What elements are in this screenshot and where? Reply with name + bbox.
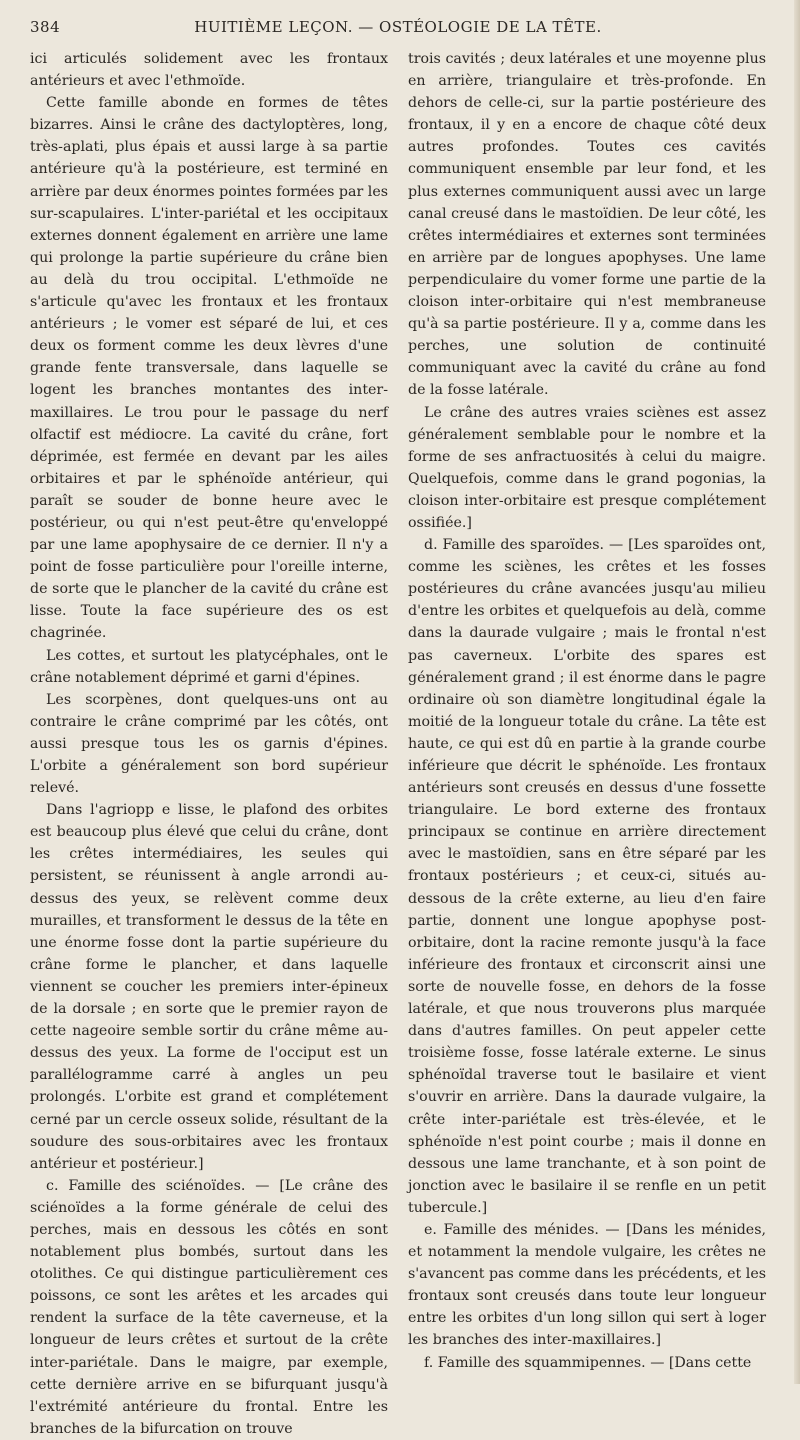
page-number: 384 [30, 18, 61, 36]
paragraph: c. Famille des sciénoïdes. — [Le crâne des sciénoïdes a la forme générale de celui des perches, mais en dessous les côtés en sont notablement plus bombés, surtout dans les otolithes. Ce qui distingue particulièrement ces poissons, ce sont les arêtes et les arcades qui rendent la surface de la tête caverneuse, et la longueur de leurs crêtes et surtout de la crête inter-pariétale. Dans le maigre, par exemple, cette dernière arrive en se bifurquant jusqu'à l'extrémité antérieure du frontal. Entre les branches de la bifurcation on trouve [30, 1177, 388, 1437]
paragraph: d. Famille des sparoïdes. — [Les sparoïdes ont, comme les sciènes, les crêtes et les fosses postérieures du crâne avancées jusqu'au milieu d'entre les orbites et quelquefois au delà, comme dans la daurade vulgaire ; mais le frontal n'est pas caverneux. L'orbite des spares est généralement grand ; il est énorme dans le pagre ordinaire où son diamètre longitudinal égale la moitié de la longueur totale du crâne. La tête est haute, ce qui est dû en partie à la grande courbe inférieure que décrit le sphénoïde. Les frontaux antérieurs sont creusés en dessus d'une fossette triangulaire. Le bord externe des frontaux principaux se continue en arrière directement avec le mastoïdien, sans en être séparé par les frontaux postérieurs ; et ceux-ci, situés au-dessous de la crête externe, au lieu d'en faire partie, donnent une longue apophyse post-orbitaire, dont la racine remonte jusqu'à la face inférieure des frontaux et circonscrit ainsi une sorte de nouvelle fosse, en dehors de la fosse latérale, et que nous trouverons plus marquée dans d'autres familles. On peut appeler cette troisième fosse, fosse latérale externe. Le sinus sphénoïdal traverse tout le basilaire et vient s'ouvrir en arrière. Dans la daurade vulgaire, la crête inter-pariétale est très-élevée, et le sphénoïde n'est point courbe ; mais il donne en dessous une lame tranchante, et à son point de jonction avec le basilaire il se renfle en un petit tubercule.] [408, 537, 766, 1216]
left-column [30, 48, 388, 1440]
paragraph: trois cavités ; deux latérales et une moyenne plus en arrière, triangulaire et très-profonde. En dehors de celle-ci, sur la partie postérieure des frontaux, il y en a encore de chaque côté deux autres profondes. Toutes ces cavités communiquent ensemble par leur fond, et les plus externes communiquent aussi avec un large canal creusé dans le mastoïdien. De leur côté, les crêtes intermédiaires et externes sont terminées en arrière par de longues apophyses. Une lame perpendiculaire du vomer forme une partie de la cloison inter-orbitaire qui n'est membraneuse qu'à sa partie postérieure. Il y a, comme dans les perches, une solution de continuité communiquant avec la cavité du crâne au fond de la fosse latérale. [408, 51, 766, 399]
text-columns [30, 48, 766, 1440]
paragraph: e. Famille des ménides. — [Dans les ménides, et notamment la mendole vulgaire, les crêtes ne s'avancent pas comme dans les précédents, et les frontaux sont creusés dans toute leur longueur entre les orbites d'un long sillon qui sert à loger les branches des inter-maxillaires.] [408, 1221, 766, 1349]
paragraph: Les cottes, et surtout les platycéphales, ont le crâne notablement déprimé et garni d'épines. [30, 647, 388, 686]
running-header [30, 18, 766, 36]
paragraph: Les scorpènes, dont quelques-uns ont au contraire le crâne comprimé par les côtés, ont aussi presque tous les os garnis d'épines. L'orbite a généralement son bord supérieur relevé. [30, 691, 388, 797]
paragraph: Dans l'agriopp e lisse, le plafond des orbites est beaucoup plus élevé que celui du crâne, dont les crêtes intermédiaires, les seules qui persistent, se réunissent à angle arrondi au-dessus des yeux, se relèvent comme deux murailles, et transforment le dessus de la tête en une énorme fosse dont la partie supérieure du crâne forme le plancher, et dans laquelle viennent se coucher les premiers inter-épineux de la dorsale ; en sorte que le premier rayon de cette nageoire semble sortir du crâne même au-dessus des yeux. La forme de l'occiput est un parallélogramme carré à angles un peu prolongés. L'orbite est grand et complétement cerné par un cercle osseux solide, résultant de la soudure des sous-orbitaires avec les frontaux antérieur et postérieur.] [30, 802, 388, 1172]
right-column [408, 48, 766, 1440]
page-edge [794, 0, 800, 1384]
paragraph: f. Famille des squammipennes. — [Dans cette [424, 1354, 752, 1371]
paragraph: Cette famille abonde en formes de têtes bizarres. Ainsi le crâne des dactyloptères, long, très-aplati, plus épais et aussi large à sa partie antérieure qu'à la postérieure, est terminé en arrière par deux énormes pointes formées par les sur-scapulaires. L'inter-pariétal et les occipitaux externes donnent également en arrière une lame qui prolonge la partie supérieure du crâne bien au delà du trou occipital. L'ethmoïde ne s'articule qu'avec les frontaux et les frontaux antérieurs ; le vomer est séparé de lui, et ces deux os forment comme les deux lèvres d'une grande fente transversale, dans laquelle se logent les branches montantes des inter-maxillaires. Le trou pour le passage du nerf olfactif est médiocre. La cavité du crâne, fort déprimée, est fermée en devant par les ailes orbitaires et par le sphénoïde antérieur, qui paraît se souder de bonne heure avec le postérieur, ou qui n'est peut-être qu'enveloppé par une lame apophysaire de ce dernier. Il n'y a point de fosse particulière pour l'oreille interne, de sorte que le plancher de la cavité du crâne est lisse. Toute la face supérieure des os est chagrinée. [30, 95, 388, 642]
running-title: HUITIÈME LEÇON. — OSTÉOLOGIE DE LA TÊTE. [194, 18, 602, 36]
paragraph: Le crâne des autres vraies sciènes est assez généralement semblable pour le nombre et la forme de ses anfractuosités à celui du maigre. Quelquefois, comme dans le grand pogonias, la cloison inter-orbitaire est presque complétement ossifiée.] [408, 404, 766, 531]
paragraph: ici articulés solidement avec les frontaux antérieurs et avec l'ethmoïde. [30, 51, 388, 90]
